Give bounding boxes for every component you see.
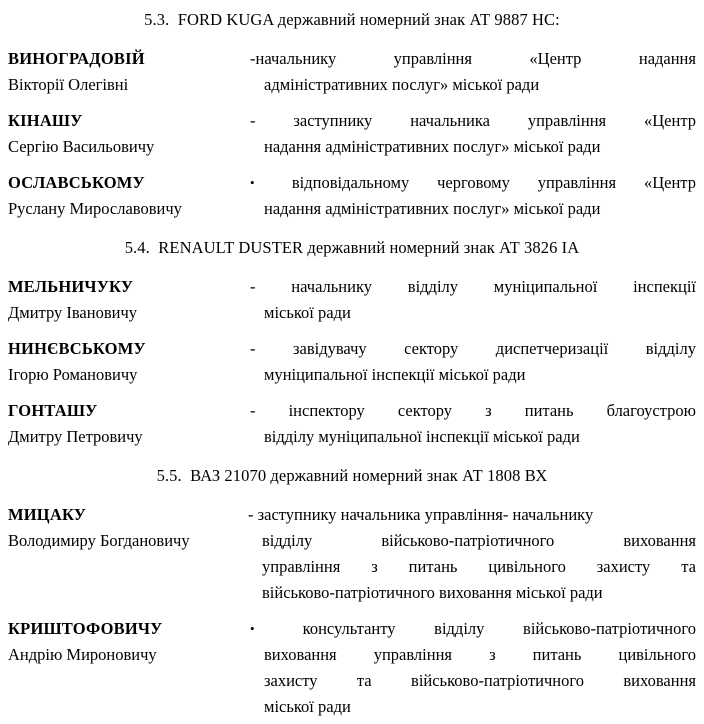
description-line: [250, 398, 696, 424]
description-text: захисту: [596, 557, 651, 576]
person-given-name: Руслану Мирославовичу: [8, 199, 182, 218]
description-line: [250, 424, 696, 450]
description-text: питань: [408, 557, 458, 576]
description-text: цивільного: [488, 557, 566, 576]
entry-person: [0, 336, 250, 388]
person-given-name: Ігорю Романовичу: [8, 365, 138, 384]
description-line: [250, 46, 696, 72]
description-text: - заступнику начальника управління- начальнику: [248, 505, 594, 524]
description-text: надання: [638, 49, 696, 68]
document-content: [0, 10, 704, 720]
entry-person: [0, 108, 250, 160]
entry-row: [0, 46, 704, 98]
description-text: «Центр: [644, 111, 696, 130]
description-text: надання адміністративних послуг» міської ради: [264, 199, 601, 218]
description-text: виховання: [264, 645, 337, 664]
section-heading: 5.4. RENAULT DUSTER державний номерний знак АТ 3826 ІА: [124, 238, 580, 257]
description-line: [250, 694, 696, 720]
description-line: [250, 108, 696, 134]
description-text: інспекції: [633, 277, 696, 296]
description-text: -начальнику: [250, 49, 337, 68]
description-text: виховання: [623, 671, 696, 690]
entry-person: [0, 398, 250, 450]
section-heading: 5.3. FORD KUGA державний номерний знак АТ 9887 НС:: [144, 10, 560, 29]
description-text: «Центр: [643, 173, 696, 192]
entry-description: [250, 336, 704, 388]
person-given-name: Вікторії Олегівні: [8, 75, 129, 94]
description-text: управління: [537, 173, 617, 192]
description-text: цивільного: [618, 645, 696, 664]
description-line: [248, 502, 696, 528]
entry-description: [250, 616, 704, 720]
person-given-name: Андрію Мироновичу: [8, 645, 157, 664]
description-text: заступнику: [293, 111, 373, 130]
description-text: захисту: [264, 671, 318, 690]
description-line: [250, 300, 696, 326]
person-given-name: Дмитру Івановичу: [8, 303, 137, 322]
entry-row: [0, 274, 704, 326]
description-text: управління: [373, 645, 452, 664]
description-text: -: [250, 111, 256, 130]
description-line: [250, 642, 696, 668]
description-text: та: [681, 557, 696, 576]
entry-person: [0, 274, 250, 326]
entry-row: [0, 616, 704, 720]
person-surname: КРИШТОФОВИЧУ: [8, 619, 163, 638]
description-text: військово-патріотичного виховання міської ради: [262, 583, 603, 602]
person-surname: МИЦАКУ: [8, 505, 87, 524]
description-text: військово-патріотичного: [523, 619, 696, 638]
section-heading: 5.5. ВАЗ 21070 державний номерний знак АТ 1808 ВХ: [156, 466, 548, 485]
description-text: виховання: [623, 531, 696, 550]
entry-description: [248, 502, 704, 606]
description-text: відділу: [645, 339, 696, 358]
description-text: питань: [532, 645, 582, 664]
entry-row: [0, 336, 704, 388]
entry-description: [250, 46, 704, 98]
description-text: адміністративних послуг» міської ради: [264, 75, 540, 94]
description-text: «Центр: [529, 49, 582, 68]
description-text: інспектору: [288, 401, 365, 420]
entry-person: [0, 46, 250, 98]
description-text: консультанту: [302, 619, 396, 638]
description-text: муніципальної інспекції міської ради: [264, 365, 526, 384]
description-line: [250, 72, 696, 98]
description-text: начальника: [410, 111, 490, 130]
description-text: відділу: [262, 531, 313, 550]
person-surname: КІНАШУ: [8, 111, 83, 130]
description-line: [250, 668, 696, 694]
document-page: [0, 10, 704, 724]
description-text: військово-патріотичного: [381, 531, 555, 550]
description-text: відділу: [407, 277, 459, 296]
description-line: [250, 196, 696, 222]
description-line: [250, 134, 696, 160]
description-line: [250, 170, 696, 196]
description-text: з: [371, 557, 378, 576]
description-text: управління: [527, 111, 607, 130]
description-text: сектору: [404, 339, 459, 358]
entry-description: [250, 398, 704, 450]
description-text: міської ради: [264, 303, 351, 322]
person-surname: ВИНОГРАДОВІЙ: [8, 49, 145, 68]
description-line: [248, 528, 696, 554]
description-line: [248, 554, 696, 580]
person-given-name: Дмитру Петровичу: [8, 427, 143, 446]
description-text: диспетчеризації: [495, 339, 609, 358]
description-line: [250, 274, 696, 300]
description-text: відділу: [434, 619, 485, 638]
description-text: військово-патріотичного: [411, 671, 584, 690]
entry-description: [250, 170, 704, 222]
bullet-marker-icon: •: [250, 175, 255, 190]
description-line: [250, 362, 696, 388]
entry-row: [0, 170, 704, 222]
entry-description: [250, 274, 704, 326]
bullet-marker-icon: •: [250, 621, 255, 636]
person-surname: МЕЛЬНИЧУКУ: [8, 277, 134, 296]
description-text: та: [356, 671, 372, 690]
description-text: черговому: [437, 173, 510, 192]
description-text: з: [485, 401, 492, 420]
description-text: сектору: [397, 401, 453, 420]
description-text: відповідальному: [291, 173, 410, 192]
description-text: завідувачу: [292, 339, 367, 358]
entry-person: [0, 502, 248, 554]
person-given-name: Сергію Васильовичу: [8, 137, 155, 156]
entry-description: [250, 108, 704, 160]
description-text: питань: [524, 401, 574, 420]
description-text: надання адміністративних послуг» міської ради: [264, 137, 601, 156]
description-text: благоустрою: [606, 401, 696, 420]
entry-row: [0, 502, 704, 606]
description-text: управління: [393, 49, 472, 68]
description-text: відділу муніципальної інспекції міської ради: [264, 427, 580, 446]
description-line: [250, 336, 696, 362]
person-surname: НИНЄВСЬКОМУ: [8, 339, 146, 358]
entry-row: [0, 398, 704, 450]
description-text: -: [250, 339, 256, 358]
description-text: -: [250, 277, 256, 296]
description-text: муніципальної: [493, 277, 598, 296]
entry-row: [0, 108, 704, 160]
description-line: [248, 580, 696, 606]
entry-person: [0, 170, 250, 222]
entry-person: [0, 616, 250, 668]
person-given-name: Володимиру Богдановичу: [8, 531, 190, 550]
person-surname: ОСЛАВСЬКОМУ: [8, 173, 145, 192]
description-text: управління: [262, 557, 341, 576]
description-text: начальнику: [291, 277, 372, 296]
description-text: -: [250, 401, 256, 420]
description-text: з: [489, 645, 496, 664]
description-line: [250, 616, 696, 642]
person-surname: ГОНТАШУ: [8, 401, 98, 420]
description-text: міської ради: [264, 697, 351, 716]
